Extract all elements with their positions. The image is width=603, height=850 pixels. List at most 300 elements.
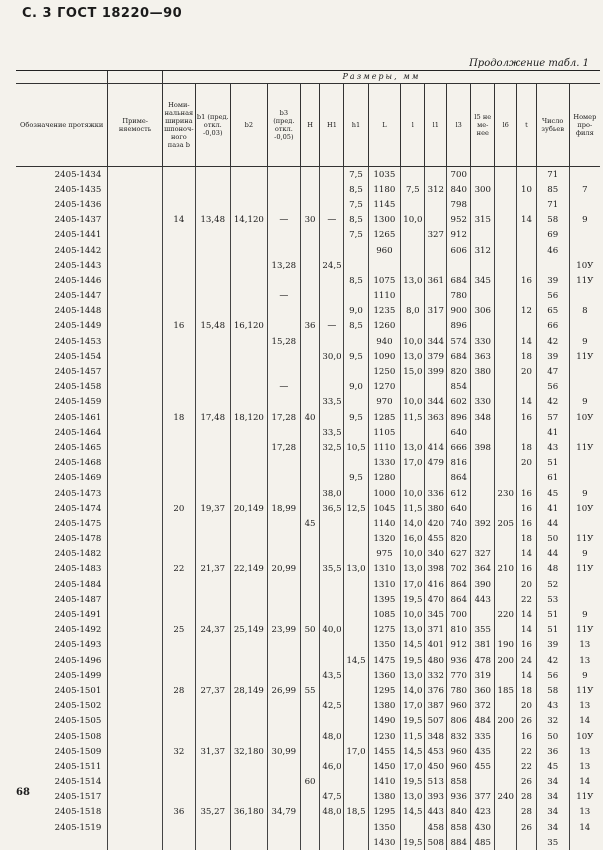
table-cell xyxy=(108,471,163,486)
table-cell: 26 xyxy=(517,820,537,835)
table-cell xyxy=(300,456,320,471)
table-cell xyxy=(195,532,230,547)
table-cell: 42 xyxy=(536,395,569,410)
table-cell xyxy=(300,759,320,774)
table-cell xyxy=(195,638,230,653)
table-cell xyxy=(344,820,368,835)
table-row xyxy=(16,471,600,486)
table-cell: 453 xyxy=(425,744,447,759)
table-cell: 936 xyxy=(447,790,471,805)
table-cell xyxy=(401,167,425,183)
table-cell: 14,120 xyxy=(230,213,267,228)
table-row xyxy=(16,592,600,607)
broach-designation-cell: 2405-1436 xyxy=(16,197,108,212)
table-cell xyxy=(108,668,163,683)
table-cell: 612 xyxy=(447,486,471,501)
table-cell: 960 xyxy=(368,243,401,258)
table-cell: 12 xyxy=(517,304,537,319)
table-cell xyxy=(401,258,425,273)
table-cell xyxy=(569,471,600,486)
table-cell: 16 xyxy=(517,410,537,425)
table-cell: 32,5 xyxy=(320,440,344,455)
table-cell: 14 xyxy=(517,213,537,228)
table-cell: 14 xyxy=(517,395,537,410)
broach-designation-cell: 2405-1464 xyxy=(16,425,108,440)
table-cell xyxy=(108,197,163,212)
table-cell xyxy=(320,744,344,759)
table-cell xyxy=(230,197,267,212)
page-header: С. 3 ГОСТ 18220—90 xyxy=(22,6,182,21)
table-cell xyxy=(344,759,368,774)
table-cell: 20,99 xyxy=(267,562,300,577)
table-cell: 1270 xyxy=(368,380,401,395)
table-cell: 507 xyxy=(425,714,447,729)
column-header: Номер профиля xyxy=(569,84,600,167)
table-cell: 14 xyxy=(517,623,537,638)
table-cell: 50 xyxy=(536,532,569,547)
broach-designation-cell: 2405-1449 xyxy=(16,319,108,334)
table-cell xyxy=(320,516,344,531)
table-cell xyxy=(495,258,517,273)
table-cell xyxy=(162,304,195,319)
table-cell: 14,5 xyxy=(344,653,368,668)
table-cell: — xyxy=(267,213,300,228)
broach-designation-cell: 2405-1468 xyxy=(16,456,108,471)
table-cell xyxy=(517,835,537,850)
table-cell: 14 xyxy=(517,547,537,562)
table-cell xyxy=(108,213,163,228)
table-cell xyxy=(300,592,320,607)
table-cell: 327 xyxy=(471,547,495,562)
table-cell xyxy=(230,729,267,744)
table-cell xyxy=(320,167,344,183)
broach-designation-cell: 2405-1441 xyxy=(16,228,108,243)
table-cell: 1350 xyxy=(368,638,401,653)
table-cell xyxy=(162,835,195,850)
table-row xyxy=(16,319,600,334)
table-row xyxy=(16,699,600,714)
table-cell xyxy=(230,759,267,774)
table-cell xyxy=(300,532,320,547)
table-cell xyxy=(162,820,195,835)
table-cell: 864 xyxy=(447,577,471,592)
table-cell: 16 xyxy=(517,501,537,516)
table-row xyxy=(16,820,600,835)
table-row xyxy=(16,486,600,501)
table-cell: 816 xyxy=(447,456,471,471)
table-cell: 28 xyxy=(517,790,537,805)
table-row xyxy=(16,532,600,547)
table-cell: 319 xyxy=(471,668,495,683)
table-cell: 17,28 xyxy=(267,440,300,455)
column-header: b1 (пред. откл. -0,03) xyxy=(195,84,230,167)
table-cell xyxy=(344,395,368,410)
table-cell: 39 xyxy=(536,273,569,288)
table-cell xyxy=(230,334,267,349)
table-cell xyxy=(569,456,600,471)
table-cell: 398 xyxy=(425,562,447,577)
table-cell xyxy=(267,668,300,683)
table-cell xyxy=(162,699,195,714)
table-cell xyxy=(108,835,163,850)
table-cell xyxy=(344,516,368,531)
table-cell: 1330 xyxy=(368,456,401,471)
table-cell: 381 xyxy=(471,638,495,653)
table-cell: 443 xyxy=(471,592,495,607)
table-cell xyxy=(300,197,320,212)
table-continuation-label: Продолжение табл. 1 xyxy=(469,58,589,69)
table-cell xyxy=(425,380,447,395)
table-cell: 360 xyxy=(471,683,495,698)
table-cell: 380 xyxy=(471,364,495,379)
table-cell xyxy=(267,532,300,547)
table-cell: 416 xyxy=(425,577,447,592)
table-cell: 41 xyxy=(536,425,569,440)
table-cell xyxy=(495,729,517,744)
broach-designation-cell: 2405-1505 xyxy=(16,714,108,729)
column-header: Число зубьев xyxy=(536,84,569,167)
table-cell: 936 xyxy=(447,653,471,668)
table-cell: 810 xyxy=(447,623,471,638)
table-cell: 9 xyxy=(569,334,600,349)
table-cell xyxy=(495,471,517,486)
table-row xyxy=(16,456,600,471)
table-cell: 44 xyxy=(536,547,569,562)
table-cell: 20,149 xyxy=(230,501,267,516)
broach-designation-cell: 2405-1484 xyxy=(16,577,108,592)
table-cell: 19,37 xyxy=(195,501,230,516)
broach-designation-cell: 2405-1519 xyxy=(16,820,108,835)
table-cell: 345 xyxy=(471,273,495,288)
table-cell: 28 xyxy=(162,683,195,698)
table-cell: 16 xyxy=(517,562,537,577)
table-cell xyxy=(344,699,368,714)
table-cell: 58 xyxy=(536,683,569,698)
header-blank xyxy=(16,71,108,84)
table-cell xyxy=(108,486,163,501)
table-cell: 684 xyxy=(447,273,471,288)
table-cell: 20 xyxy=(517,364,537,379)
table-cell: 32 xyxy=(536,714,569,729)
table-cell: 16 xyxy=(517,516,537,531)
table-cell: 56 xyxy=(536,289,569,304)
table-cell: 10,0 xyxy=(401,334,425,349)
table-cell xyxy=(267,364,300,379)
table-cell xyxy=(230,699,267,714)
column-header: h1 xyxy=(344,84,368,167)
table-cell: — xyxy=(320,319,344,334)
table-cell: 379 xyxy=(425,349,447,364)
table-cell xyxy=(230,364,267,379)
table-cell xyxy=(195,273,230,288)
table-row xyxy=(16,714,600,729)
table-cell xyxy=(108,228,163,243)
table-cell: 52 xyxy=(536,577,569,592)
table-cell xyxy=(108,653,163,668)
table-cell xyxy=(267,425,300,440)
table-cell xyxy=(344,683,368,698)
table-cell xyxy=(517,243,537,258)
table-cell: 330 xyxy=(471,395,495,410)
table-cell xyxy=(230,425,267,440)
table-cell: 896 xyxy=(447,410,471,425)
table-cell: 30,99 xyxy=(267,744,300,759)
table-cell xyxy=(300,653,320,668)
table-cell xyxy=(320,532,344,547)
broach-designation-cell xyxy=(16,835,108,850)
table-cell xyxy=(195,456,230,471)
table-cell xyxy=(471,380,495,395)
table-cell xyxy=(517,197,537,212)
table-cell xyxy=(108,258,163,273)
table-cell xyxy=(162,790,195,805)
broach-designation-cell: 2405-1469 xyxy=(16,471,108,486)
table-cell: 22 xyxy=(517,744,537,759)
table-cell: 18,120 xyxy=(230,410,267,425)
table-cell xyxy=(162,471,195,486)
table-cell xyxy=(195,577,230,592)
table-cell: 1180 xyxy=(368,182,401,197)
table-cell xyxy=(401,228,425,243)
table-cell: 20 xyxy=(517,577,537,592)
table-cell: 13 xyxy=(569,699,600,714)
table-cell: 348 xyxy=(471,410,495,425)
table-cell: 640 xyxy=(447,425,471,440)
table-cell xyxy=(517,425,537,440)
table-cell xyxy=(108,790,163,805)
table-cell: 14 xyxy=(517,334,537,349)
table-cell: 393 xyxy=(425,790,447,805)
table-cell: 912 xyxy=(447,638,471,653)
table-cell xyxy=(230,289,267,304)
table-row xyxy=(16,228,600,243)
table-cell xyxy=(300,744,320,759)
table-cell xyxy=(195,334,230,349)
table-cell xyxy=(320,182,344,197)
table-cell xyxy=(230,577,267,592)
table-cell xyxy=(320,577,344,592)
table-cell: 190 xyxy=(495,638,517,653)
table-cell xyxy=(495,425,517,440)
table-row xyxy=(16,744,600,759)
table-cell xyxy=(162,577,195,592)
table-cell xyxy=(267,577,300,592)
table-cell: 1380 xyxy=(368,790,401,805)
table-cell xyxy=(401,289,425,304)
broach-designation-cell: 2405-1499 xyxy=(16,668,108,683)
table-cell: 401 xyxy=(425,638,447,653)
table-cell xyxy=(401,319,425,334)
table-cell xyxy=(162,243,195,258)
broach-designation-cell: 2405-1487 xyxy=(16,592,108,607)
table-cell xyxy=(108,440,163,455)
table-cell: 71 xyxy=(536,167,569,183)
table-cell xyxy=(569,167,600,183)
table-cell xyxy=(495,273,517,288)
table-cell: 700 xyxy=(447,167,471,183)
table-cell: 1140 xyxy=(368,516,401,531)
table-cell: 35 xyxy=(536,835,569,850)
table-cell: 770 xyxy=(447,668,471,683)
table-cell: 1285 xyxy=(368,410,401,425)
table-cell: 18 xyxy=(517,532,537,547)
table-cell: 912 xyxy=(447,228,471,243)
table-cell xyxy=(344,243,368,258)
table-cell xyxy=(300,395,320,410)
table-cell: 820 xyxy=(447,364,471,379)
table-cell: 43 xyxy=(536,440,569,455)
table-cell xyxy=(300,486,320,501)
table-cell xyxy=(230,516,267,531)
table-cell xyxy=(471,425,495,440)
table-cell xyxy=(344,577,368,592)
table-cell: 1265 xyxy=(368,228,401,243)
table-cell: 41 xyxy=(536,501,569,516)
table-cell xyxy=(162,440,195,455)
table-cell: 44 xyxy=(536,516,569,531)
table-cell: 11У xyxy=(569,273,600,288)
table-cell: 470 xyxy=(425,592,447,607)
table-cell: 14,5 xyxy=(401,638,425,653)
table-cell: 33,5 xyxy=(320,425,344,440)
table-cell: 1310 xyxy=(368,577,401,592)
broach-designation-cell: 2405-1453 xyxy=(16,334,108,349)
table-cell xyxy=(230,638,267,653)
table-cell: 344 xyxy=(425,334,447,349)
table-cell: 19,5 xyxy=(401,835,425,850)
table-cell: 65 xyxy=(536,304,569,319)
table-cell: 56 xyxy=(536,380,569,395)
table-cell xyxy=(300,243,320,258)
table-cell xyxy=(320,410,344,425)
table-cell: 185 xyxy=(495,683,517,698)
table-cell: 485 xyxy=(471,835,495,850)
table-cell xyxy=(267,759,300,774)
table-cell: 48 xyxy=(536,562,569,577)
table-cell xyxy=(108,501,163,516)
table-cell: 16,0 xyxy=(401,532,425,547)
column-header: l6 xyxy=(495,84,517,167)
table-cell xyxy=(230,243,267,258)
table-cell xyxy=(425,197,447,212)
table-cell xyxy=(195,228,230,243)
table-cell: 28,149 xyxy=(230,683,267,698)
broach-designation-cell: 2405-1435 xyxy=(16,182,108,197)
table-cell: 230 xyxy=(495,486,517,501)
table-cell: 574 xyxy=(447,334,471,349)
table-cell: 1295 xyxy=(368,805,401,820)
table-cell: 18 xyxy=(162,410,195,425)
table-row xyxy=(16,197,600,212)
table-cell: 335 xyxy=(471,729,495,744)
table-cell: 24 xyxy=(517,653,537,668)
table-cell xyxy=(162,167,195,183)
table-cell xyxy=(267,714,300,729)
table-cell: 14,0 xyxy=(401,683,425,698)
table-cell xyxy=(230,607,267,622)
table-cell xyxy=(108,547,163,562)
table-cell xyxy=(344,638,368,653)
table-cell: 16 xyxy=(517,638,537,653)
table-cell: 47,5 xyxy=(320,790,344,805)
table-cell xyxy=(495,304,517,319)
column-header: l3 xyxy=(447,84,471,167)
table-cell: 16 xyxy=(162,319,195,334)
table-cell: 666 xyxy=(447,440,471,455)
table-cell: 48,0 xyxy=(320,729,344,744)
table-cell: 1490 xyxy=(368,714,401,729)
table-cell xyxy=(569,228,600,243)
table-cell: 13 xyxy=(569,638,600,653)
table-cell: 1380 xyxy=(368,699,401,714)
table-cell xyxy=(495,319,517,334)
table-row xyxy=(16,304,600,319)
table-cell xyxy=(230,835,267,850)
table-cell: 24,5 xyxy=(320,258,344,273)
broach-designation-cell: 2405-1457 xyxy=(16,364,108,379)
table-row xyxy=(16,440,600,455)
table-cell: 19,5 xyxy=(401,653,425,668)
table-cell: 36 xyxy=(300,319,320,334)
table-cell xyxy=(495,380,517,395)
table-cell xyxy=(495,592,517,607)
table-cell xyxy=(267,243,300,258)
table-cell: 7,5 xyxy=(344,228,368,243)
table-cell xyxy=(195,790,230,805)
table-cell: 7,5 xyxy=(344,167,368,183)
table-cell xyxy=(569,592,600,607)
table-cell: 864 xyxy=(447,471,471,486)
table-cell: 17,0 xyxy=(344,744,368,759)
table-cell xyxy=(267,547,300,562)
table-cell xyxy=(230,668,267,683)
table-cell xyxy=(300,820,320,835)
table-cell xyxy=(230,167,267,183)
table-cell: 1275 xyxy=(368,623,401,638)
broach-designation-cell: 2405-1509 xyxy=(16,744,108,759)
table-cell xyxy=(300,668,320,683)
table-cell xyxy=(267,835,300,850)
table-cell xyxy=(162,607,195,622)
table-cell: 34,79 xyxy=(267,805,300,820)
table-cell xyxy=(471,228,495,243)
table-cell xyxy=(300,364,320,379)
broach-designation-cell: 2405-1501 xyxy=(16,683,108,698)
table-cell xyxy=(195,668,230,683)
table-cell: 1450 xyxy=(368,759,401,774)
table-row xyxy=(16,410,600,425)
table-cell: 20 xyxy=(517,699,537,714)
table-cell: 798 xyxy=(447,197,471,212)
table-cell xyxy=(425,258,447,273)
table-cell xyxy=(517,167,537,183)
table-cell xyxy=(108,714,163,729)
table-cell xyxy=(108,532,163,547)
table-cell: 1085 xyxy=(368,607,401,622)
table-row xyxy=(16,349,600,364)
table-cell: 14 xyxy=(517,668,537,683)
table-cell xyxy=(320,456,344,471)
table-cell xyxy=(344,607,368,622)
table-cell xyxy=(320,334,344,349)
table-cell xyxy=(230,440,267,455)
table-cell: 896 xyxy=(447,319,471,334)
table-cell: 1410 xyxy=(368,775,401,790)
table-cell: 8,5 xyxy=(344,273,368,288)
table-cell xyxy=(230,820,267,835)
table-cell: 14 xyxy=(517,607,537,622)
table-cell xyxy=(108,456,163,471)
